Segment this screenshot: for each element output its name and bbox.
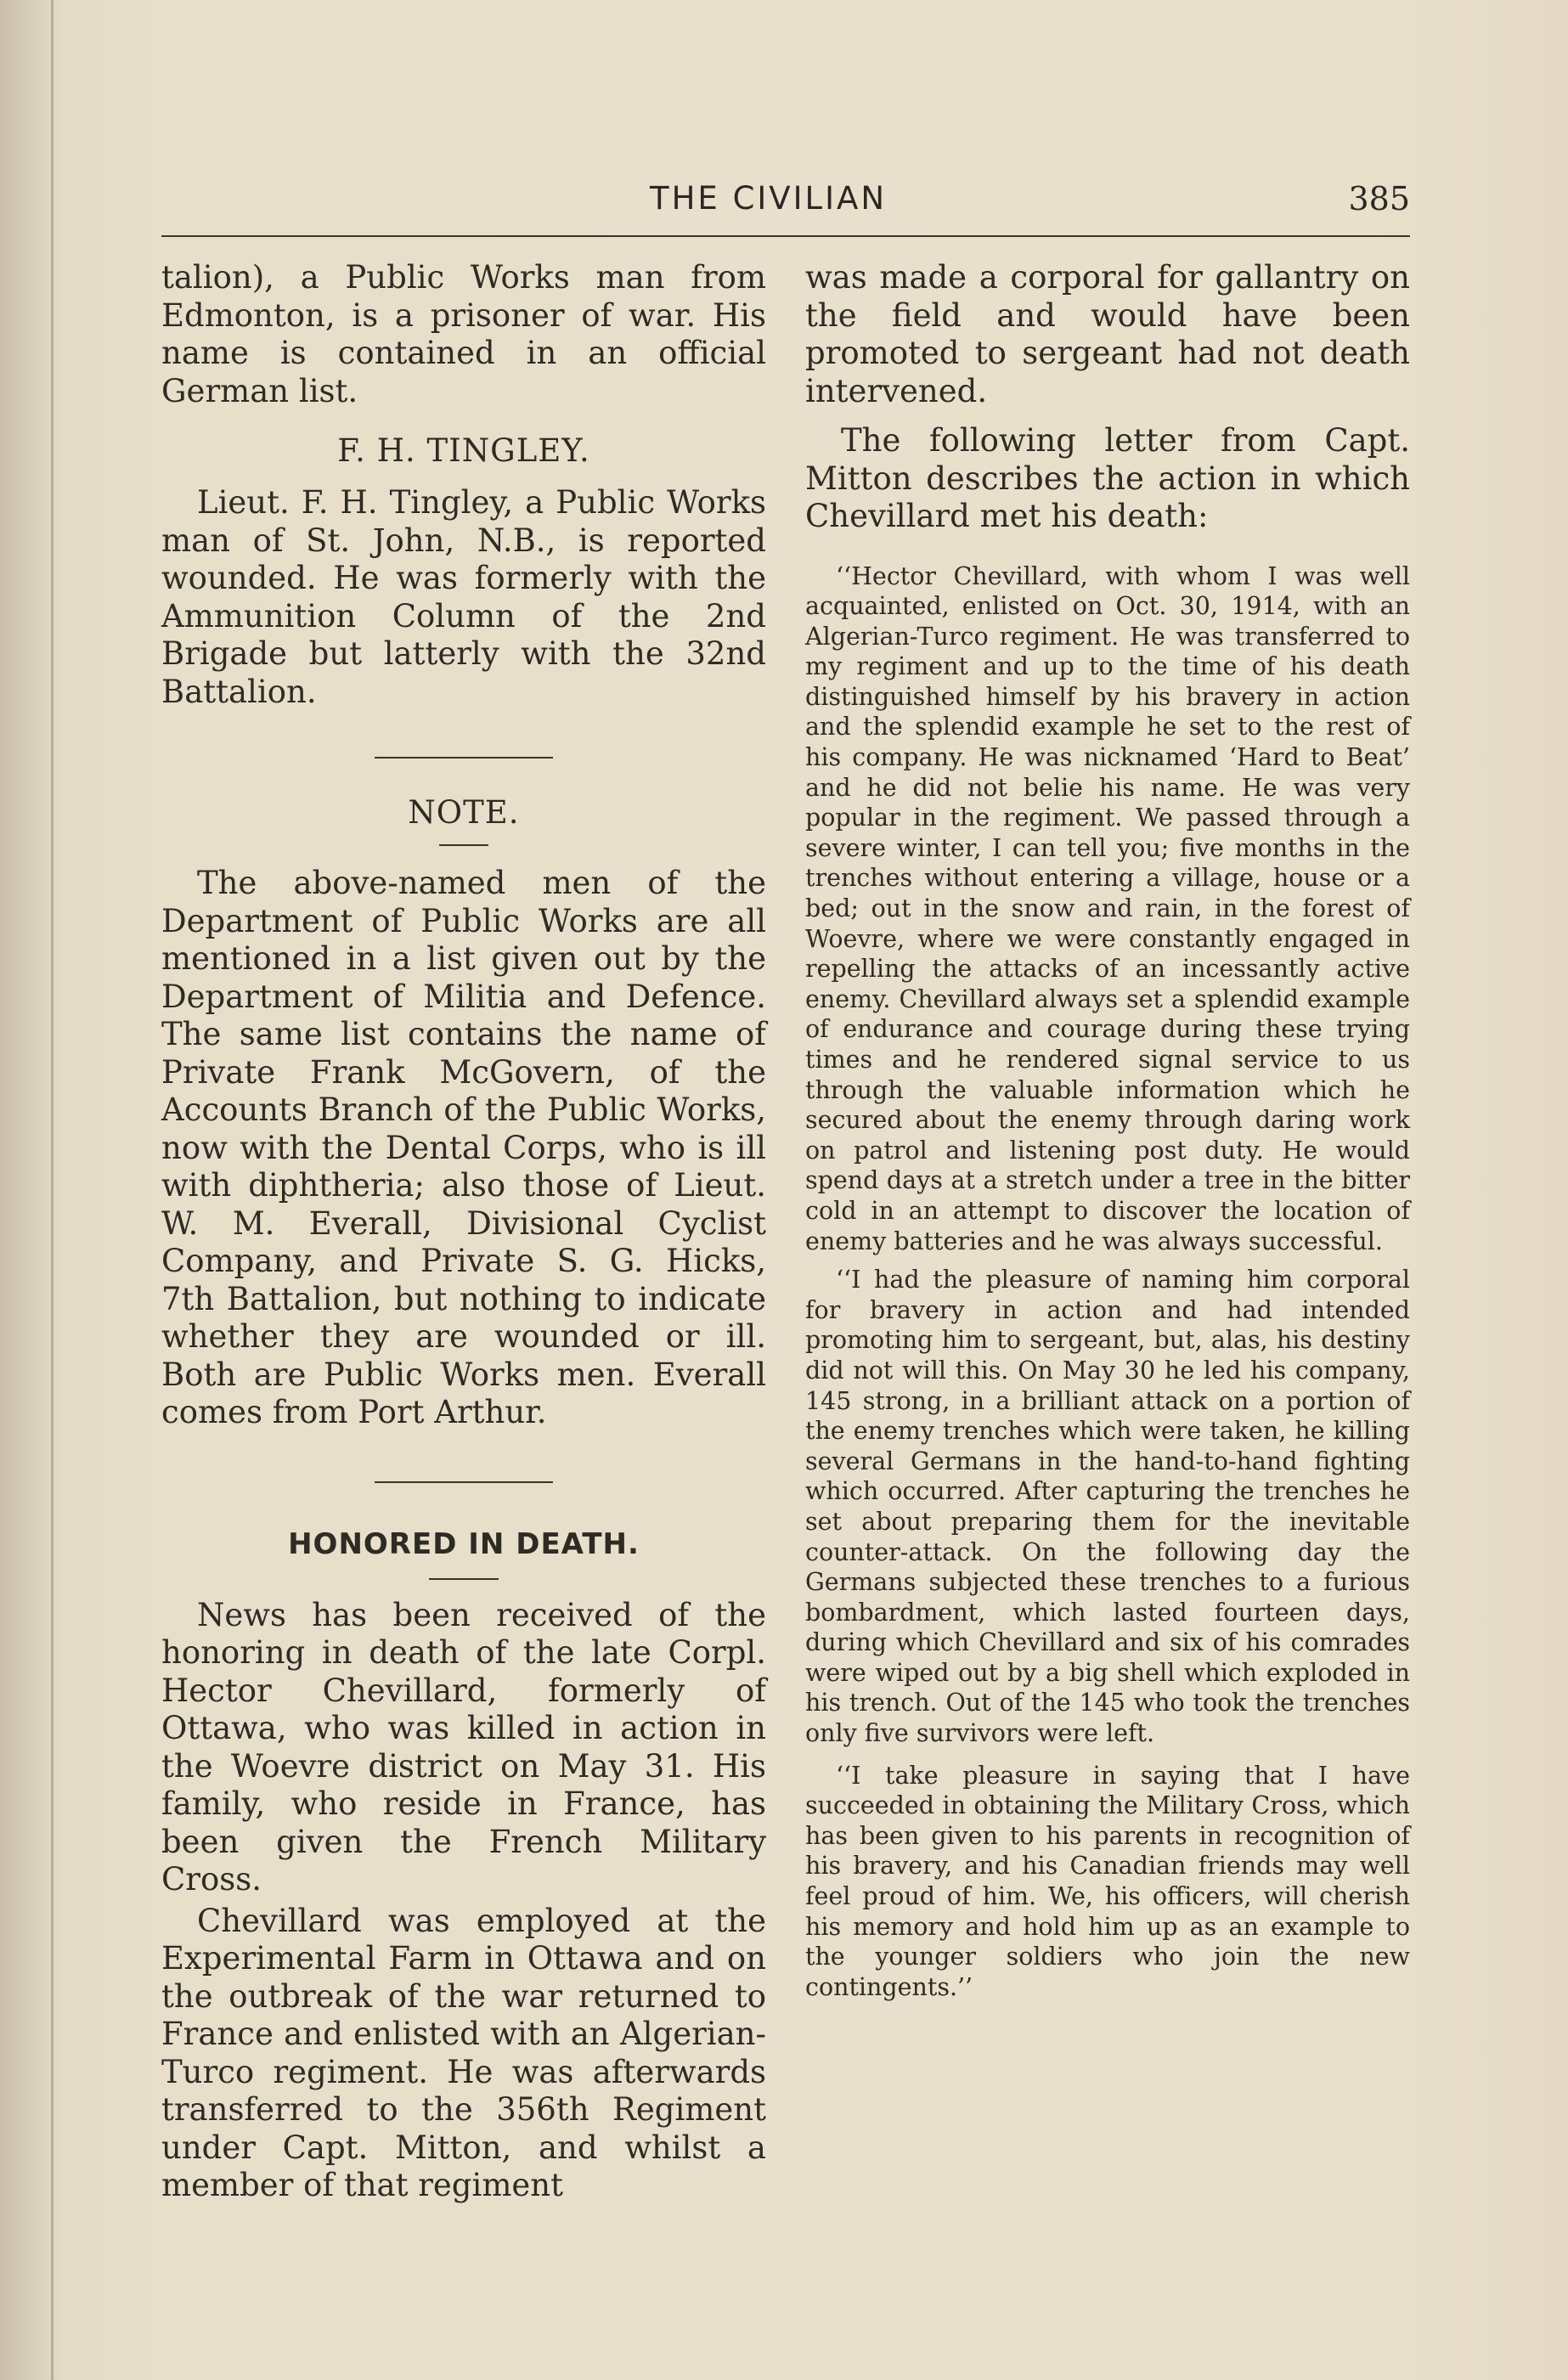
honored-heading: HONORED IN DEATH. (288, 1526, 640, 1561)
publication-title: THE CIVILIAN (650, 180, 888, 217)
continuation-paragraph: was made a corporal for gallantry on the field and would have been promoted to sergeant had not death intervened. (805, 259, 1410, 409)
honored-paragraph-2: Chevillard was employed at the Experimental Farm in Ottawa and on the outbreak of the war returned to France and enlisted with an Algerian-Turco regiment. He was afterwards transferred to the 356th Regiment under Capt. Mitton, and whilst a member of that regiment (161, 1902, 766, 2203)
heading-underline (439, 844, 488, 846)
binding-gutter (51, 0, 54, 2380)
tingley-heading: F. H. TINGLEY. (337, 432, 590, 469)
intro-paragraph: talion), a Public Works man from Edmonton, is a prisoner of war. His name is contained in an official German list. (161, 259, 766, 409)
running-header (161, 180, 1410, 231)
note-heading: NOTE. (408, 794, 520, 831)
letter-paragraph-2: ‘‘I had the pleasure of naming him corporal for bravery in action and had intended promoting him to sergeant, but, alas, his destiny did not will this. On May 30 he led his company, 145 strong, in a brilliant attack on a portion of the enemy trenches which were taken, he killing several Germans in the hand-to-hand fighting which occurred. After capturing the trenches he set about preparing them for the inevitable counter-attack. On the following day the Germans subjected these trenches to a furious bombardment, which lasted fourteen days, during which Chevillard and six of his comrades were wiped out by a big shell which exploded in his trench. Out of the 145 who took the trenches only five survivors were left. (805, 1266, 1410, 1748)
letter-intro: The following letter from Capt. Mitton describes the action in which Chevillard met his death: (805, 422, 1410, 534)
left-column (161, 259, 766, 2205)
honored-paragraph-1: News has been received of the honoring in death of the late Corpl. Hector Chevillard, formerly of Ottawa, who was killed in action in the Woevre district on May 31. His family, who reside in France, has been given the French Military Cross. (161, 1596, 766, 1898)
tingley-paragraph: Lieut. F. H. Tingley, a Public Works man of St. John, N.B., is reported wounded. He was formerly with the Ammunition Column of the 2nd Brigade but latterly with the 32nd Battalion. (161, 484, 766, 710)
section-divider (375, 1481, 553, 1483)
note-paragraph: The above-named men of the Department of Public Works are all mentioned in a list given out by the Department of Militia and Defence. The same list contains the name of Private Frank McGovern, of the Accounts Branch of the Public Works, now with the Dental Corps, who is ill with diphtheria; also those of Lieut. W. M. Everall, Divisional Cyclist Company, and Private S. G. Hicks, 7th Battalion, but nothing to indicate whether they are wounded or ill. Both are Public Works men. Everall comes from Port Arthur. (161, 865, 766, 1430)
letter-paragraph-1: ‘‘Hector Chevillard, with whom I was well acquainted, enlisted on Oct. 30, 1914, with an Algerian-Turco regiment. He was transferred to my regiment and up to the time of his death distinguished himself by his bravery in action and the splendid example he set to the rest of his company. He was nicknamed ‘Hard to Beat’ and he did not belie his name. He was very popular in the regiment. We passed through a severe winter, I can tell you; five months in the trenches without entering a village, house or a bed; out in the snow and rain, in the forest of Woevre, where we were constantly engaged in repelling the attacks of an incessantly active enemy. Chevillard always set a splendid example of endurance and courage during these trying times and he rendered signal service to us through the valuable information which he secured about the enemy through daring work on patrol and listening post duty. He would spend days at a stretch under a tree in the bitter cold in an attempt to discover the location of enemy batteries and he was always successful. (805, 561, 1410, 1255)
section-divider (375, 757, 553, 759)
right-column (805, 259, 1410, 2002)
page-number: 385 (1348, 180, 1410, 217)
header-rule (161, 235, 1410, 237)
heading-underline (429, 1578, 499, 1580)
letter-paragraph-3: ‘‘I take pleasure in saying that I have succeeded in obtaining the Military Cross, which has been given to his parents in recognition of his bravery, and his Canadian friends may well feel proud of him. We, his officers, will cherish his memory and hold him up as an example to the younger soldiers who join the new contingents.’’ (805, 1761, 1410, 2001)
